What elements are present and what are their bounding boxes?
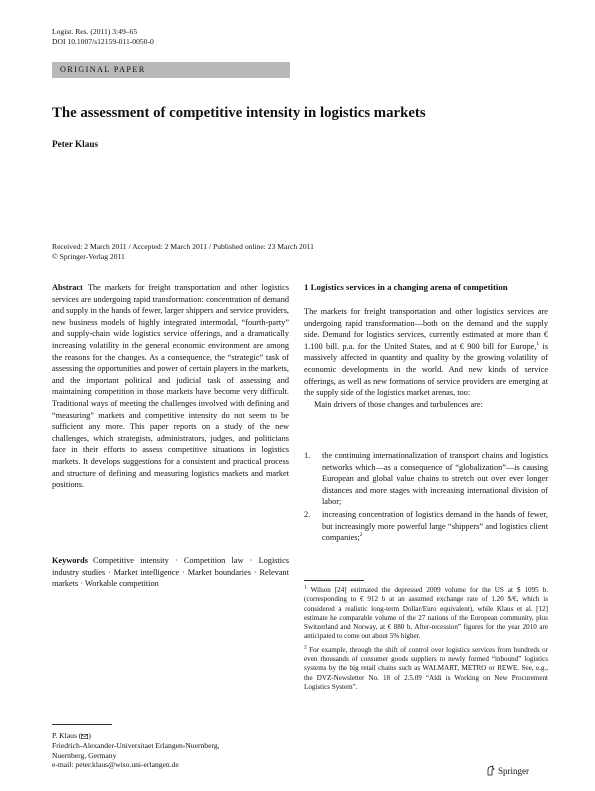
publisher-logo (486, 765, 529, 776)
footnote-number: 2 (304, 644, 307, 651)
intro-text-a: The markets for freight transportation and other logistics services are undergoing rapid transformation—both on the demand and the supply side. Demand for logistics services, currently estimated at more than € 1.100 bill. p.a. for the United States, and at € 900 bill for Europe, (304, 307, 548, 351)
footnote (304, 586, 548, 642)
journal-citation: Logist. Res. (2011) 3:49–65 (52, 27, 138, 36)
list-item-text: the continuing internationalization of transport chains and logistics networks which—as a consequence of “globalization”—is causing European and global value chains to stretch out over ever longer distances and more stages with increasing international division of labor; (322, 451, 548, 507)
dates-line: Received: 2 March 2011 / Accepted: 2 March 2011 / Published online: 23 March 2011 (52, 242, 314, 251)
affiliation-name-line (52, 731, 289, 741)
footnote (304, 646, 548, 692)
footnote-ref-1[interactable]: 1 (536, 341, 540, 348)
journal-header (52, 27, 154, 47)
intro-paragraph (304, 306, 548, 399)
doi-line: DOI 10.1007/s12159-011-0050-0 (52, 37, 154, 46)
affiliation-city: Nuernberg, Germany (52, 750, 117, 760)
drivers-intro: Main drivers of those changes and turbulences are: (314, 399, 483, 409)
section-heading: 1 Logistics services in a changing arena of competition (304, 282, 508, 292)
keywords (52, 555, 289, 590)
publisher-name: Springer (498, 765, 529, 776)
section-body (304, 306, 548, 410)
affiliation-name-close: ) (88, 731, 91, 740)
footnote-number: 1 (304, 584, 307, 591)
intro-text-b: is massively affected in quantity and quality by the growing volatility of economic developments in the world. And new kinds of service offerings, as well as new formations of service providers are emerging at the supply side of the logistics market arenas, too: (304, 341, 548, 398)
list-item-number: 1. (304, 451, 311, 460)
abstract (52, 282, 289, 491)
article-type-band: ORIGINAL PAPER (52, 62, 290, 78)
affiliation-divider (52, 724, 112, 725)
abstract-text: The markets for freight transportation and other logistics services are undergoing rapid transformation: concentration of demand and supply in the hands of fewer, larger shippers and service providers, new business models of highly integrated intermodal, “fourth-party” and supply-chain wide logistics service offerings, and a dramatically increasing volatility in the general economic environment are among the reasons for the changes. As a consequence, the “strategic” task of assessing the opportunities and power of certain players in the markets, and the important political and judicial task of assessing and maintaining competition in those markets have become very difficult. Traditional ways of meeting the challenges involved with defining and “measuring” markets and competitive intensity do not seem to be sufficient any more. This paper reports on a study of the new challenges, which strategists, administrators, judges, and politicians face in their efforts to assess competitive situations in logistics markets. It develops suggestions for a consistent and practical process and structure of defining and measuring logistics markets and market positions. (52, 283, 289, 490)
springer-horse-icon (486, 765, 495, 776)
keywords-label: Keywords (52, 556, 88, 565)
copyright-line: © Springer-Verlag 2011 (52, 252, 125, 261)
author-affiliation (52, 731, 289, 770)
footnote-divider (304, 580, 364, 581)
affiliation-email[interactable]: e-mail: peter.klaus@wiso.uni-erlangen.de (52, 760, 179, 770)
list-item (304, 450, 548, 508)
footnote-text: Wilson [24] estimated the depressed 2009 volume for the US at $ 1095 b. (corresponding to € 912 b at an assumed exchange rate of 1.20 $/€, which is considered a realistic long-term Dollar/Euro equivalent), while Klaus et al. [12] estimate he comparable volume of the 27 nations of the European community, plus Switzerland and Norway, at € 880 b. After-recession” figures for the year 2010 are anticipated to come out about 5% higher. (304, 586, 548, 641)
drivers-list (304, 450, 548, 545)
abstract-label: Abstract (52, 283, 83, 292)
list-item-text: increasing concentration of logistics demand in the hands of fewer, but increasingly more powerful large “shippers” and logistics client companies; (322, 509, 548, 543)
affiliation-institution: Friedrich-Alexander-Universitaet Erlangen-Nuernberg, (52, 740, 220, 750)
footnote-text: For example, through the shift of control over logistics services from hundreds or even thousands of consumer goods suppliers to newly formed “inbound” logistics systems by the big retail chains such as WALMART, METRO or REWE. See, e.g., the DVZ-Newsletter No. 18 of 2.5.09 “Aldi is Working on New Procurement Logistics System”. (304, 645, 548, 691)
list-item-number: 2. (304, 509, 311, 519)
footnote-ref-2[interactable]: 2 (359, 532, 363, 539)
list-item (304, 509, 548, 544)
author-name: Peter Klaus (52, 139, 99, 149)
footnotes (304, 586, 548, 696)
publication-dates (52, 242, 314, 262)
keywords-text: Competitive intensity · Competition law · Logistics industry studies · Market intelligence · Market boundaries · Relevant markets · Workable competition (52, 556, 289, 589)
affiliation-name: P. Klaus ( (52, 731, 82, 740)
paper-title: The assessment of competitive intensity in logistics markets (52, 105, 426, 121)
